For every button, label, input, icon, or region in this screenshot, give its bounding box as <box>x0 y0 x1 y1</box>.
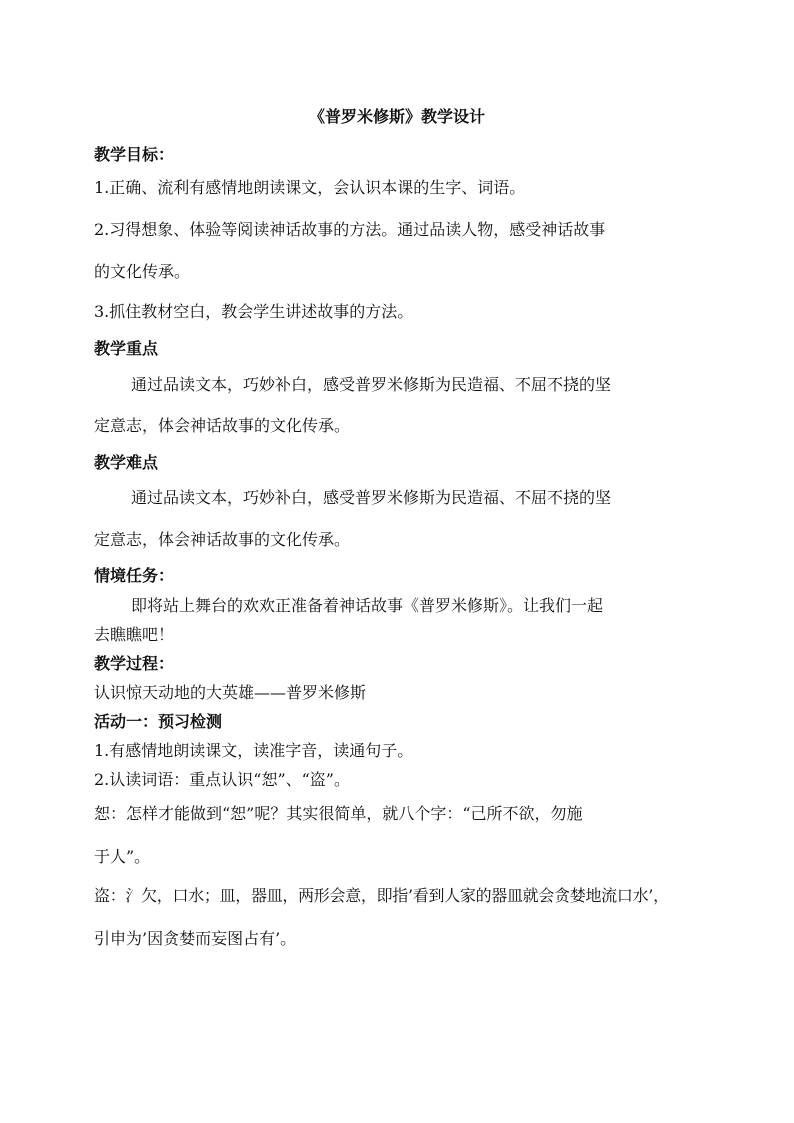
process-subtitle: 认识惊天动地的大英雄——普罗米修斯 <box>94 683 367 702</box>
process-heading: 教学过程： <box>94 654 175 673</box>
goals-heading: 教学目标： <box>94 145 175 164</box>
key-line-2: 定意志，体会神话故事的文化传承。 <box>94 416 351 435</box>
task-heading: 情境任务： <box>94 566 175 585</box>
activity-line-1: 1.有感情地朗读课文，读准字音，读通句子。 <box>94 741 414 760</box>
task-line-1: 即将站上舞台的欢欢正准备着神话故事《普罗米修斯》。让我们一起 <box>131 596 604 615</box>
difficulty-line-2: 定意志，体会神话故事的文化传承。 <box>94 530 351 549</box>
goal-line-1: 1.正确、流利有感情地朗读课文，会认识本课的生字、词语。 <box>94 178 526 197</box>
goal-line-2: 2.习得想象、体验等阅读神话故事的方法。通过品读人物，感受神话故事 <box>94 220 606 239</box>
dao-line-2: 引申为’因贪婪而妄图占有’。 <box>94 929 297 948</box>
document-title: 《普罗米修斯》教学设计 <box>308 107 485 126</box>
shu-line-2: 于人”。 <box>94 847 151 866</box>
activity-heading: 活动一：预习检测 <box>94 712 223 731</box>
key-heading: 教学重点 <box>94 339 159 358</box>
goal-line-4: 3.抓住教材空白，教会学生讲述故事的方法。 <box>94 302 414 321</box>
key-line-1: 通过品读文本，巧妙补白，感受普罗米修斯为民造福、不屈不挠的坚 <box>131 375 612 394</box>
activity-line-2: 2.认读词语：重点认识“恕”、“盗”。 <box>94 770 350 789</box>
shu-line-1: 恕：怎样才能做到“恕”呢？其实很简单，就八个字：“己所不欲，勿施 <box>94 804 583 823</box>
difficulty-heading: 教学难点 <box>94 453 159 472</box>
task-line-2: 去瞧瞧吧！ <box>94 625 175 644</box>
goal-line-3: 的文化传承。 <box>94 262 191 281</box>
dao-line-1: 盗：氵欠，口水；皿，器皿，两形会意，即指’看到人家的器皿就会贪婪地流口水’， <box>94 886 669 905</box>
difficulty-line-1: 通过品读文本，巧妙补白，感受普罗米修斯为民造福、不屈不挠的坚 <box>131 488 612 507</box>
